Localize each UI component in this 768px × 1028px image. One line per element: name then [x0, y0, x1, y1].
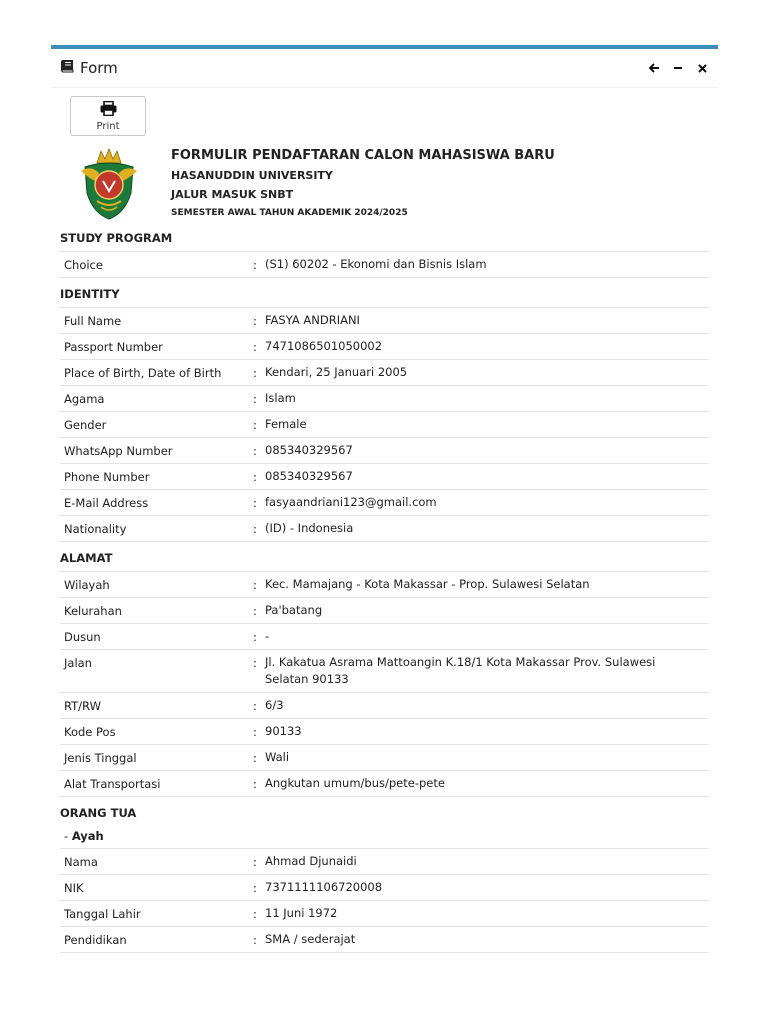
- minus-icon[interactable]: [672, 61, 684, 75]
- field-value: 7371111106720008: [265, 880, 383, 894]
- field-separator: :: [253, 604, 257, 618]
- field-separator: :: [253, 470, 257, 484]
- field-value: 085340329567: [265, 469, 353, 483]
- field-separator: :: [253, 751, 257, 765]
- field-separator: :: [253, 699, 257, 713]
- field-value: 90133: [265, 724, 302, 738]
- ayah-prefix: -: [64, 829, 72, 843]
- table-row: [60, 308, 709, 334]
- field-separator: :: [253, 725, 257, 739]
- table-row: [60, 438, 709, 464]
- form-heading: [60, 146, 709, 222]
- field-value: (ID) - Indonesia: [265, 521, 354, 535]
- field-label: Full Name: [64, 314, 122, 328]
- section-title-study-program: STUDY PROGRAM: [60, 222, 709, 252]
- table-row: [60, 849, 709, 875]
- field-value: fasyaandriani123@gmail.com: [265, 495, 437, 509]
- field-value: Islam: [265, 391, 296, 405]
- table-row: [60, 412, 709, 438]
- field-separator: :: [253, 630, 257, 644]
- field-separator: :: [253, 340, 257, 354]
- field-label: Jenis Tinggal: [64, 751, 137, 765]
- field-label: NIK: [64, 881, 84, 895]
- table-row: [60, 572, 709, 598]
- table-row: [60, 516, 709, 542]
- field-separator: :: [253, 392, 257, 406]
- field-separator: :: [253, 907, 257, 921]
- table-row: [60, 719, 709, 745]
- field-separator: :: [253, 314, 257, 328]
- subsection-ayah: [60, 826, 709, 849]
- field-separator: :: [253, 444, 257, 458]
- field-separator: :: [253, 656, 257, 670]
- field-label: Pendidikan: [64, 933, 127, 947]
- table-row: [60, 927, 709, 953]
- field-label: Tanggal Lahir: [64, 907, 141, 921]
- section-title-identity: IDENTITY: [60, 278, 709, 308]
- table-row: [60, 598, 709, 624]
- field-value: 6/3: [265, 698, 284, 712]
- field-label: Jalan: [64, 656, 92, 670]
- heading-line4: SEMESTER AWAL TAHUN AKADEMIK 2024/2025: [171, 208, 408, 218]
- field-label: Kode Pos: [64, 725, 116, 739]
- form-panel: [51, 45, 718, 1028]
- alamat-rows: [60, 572, 709, 797]
- section-title-alamat: ALAMAT: [60, 542, 709, 572]
- field-separator: :: [253, 578, 257, 592]
- field-value: Kec. Mamajang - Kota Makassar - Prop. Sulawesi Selatan: [265, 577, 590, 591]
- ayah-label: Ayah: [71, 829, 104, 843]
- field-separator: :: [253, 366, 257, 380]
- field-separator: :: [253, 522, 257, 536]
- field-label: Nationality: [64, 522, 127, 536]
- identity-rows: [60, 308, 709, 542]
- table-row: [60, 624, 709, 650]
- panel-header: [51, 49, 718, 88]
- close-icon[interactable]: [696, 61, 708, 75]
- panel-title: [60, 59, 118, 77]
- field-label: Choice: [64, 258, 103, 272]
- print-label: Print: [96, 120, 120, 132]
- field-value: Wali: [265, 750, 290, 764]
- section-title-orang-tua: ORANG TUA: [60, 806, 137, 820]
- heading-titles: [171, 146, 555, 222]
- table-row: [60, 490, 709, 516]
- table-row: [60, 693, 709, 719]
- table-row: [60, 745, 709, 771]
- field-value: 11 Juni 1972: [265, 906, 338, 920]
- panel-tools: [648, 61, 708, 75]
- field-value: SMA / sederajat: [265, 932, 356, 946]
- field-separator: :: [253, 777, 257, 791]
- heading-line3: JALUR MASUK SNBT: [171, 188, 294, 201]
- table-row: [60, 386, 709, 412]
- field-separator: :: [253, 855, 257, 869]
- field-label: Agama: [64, 392, 105, 406]
- field-value: Ahmad Djunaidi: [265, 854, 357, 868]
- field-label: Phone Number: [64, 470, 150, 484]
- panel-title-text: Form: [80, 59, 118, 77]
- university-logo: [77, 147, 141, 221]
- field-label: Dusun: [64, 630, 101, 644]
- field-value: Female: [265, 417, 307, 431]
- field-separator: :: [253, 933, 257, 947]
- heading-line2: HASANUDDIN UNIVERSITY: [171, 169, 333, 182]
- field-label: Place of Birth, Date of Birth: [64, 366, 222, 380]
- field-label: Passport Number: [64, 340, 163, 354]
- field-separator: :: [253, 496, 257, 510]
- arrow-left-icon[interactable]: [648, 61, 660, 75]
- table-row: [60, 771, 709, 797]
- study-program-rows: [60, 252, 709, 278]
- book-icon: [60, 59, 75, 77]
- field-value: FASYA ANDRIANI: [265, 313, 360, 327]
- field-separator: :: [253, 258, 257, 272]
- print-icon: [100, 101, 117, 119]
- table-row: [60, 464, 709, 490]
- print-button[interactable]: [70, 96, 146, 136]
- field-separator: :: [253, 418, 257, 432]
- field-value: Pa'batang: [265, 603, 323, 617]
- field-label: E-Mail Address: [64, 496, 149, 510]
- table-row: [60, 334, 709, 360]
- heading-line1: FORMULIR PENDAFTARAN CALON MAHASISWA BARU: [171, 148, 555, 163]
- field-value: -: [265, 629, 270, 643]
- field-separator: :: [253, 881, 257, 895]
- field-label: Nama: [64, 855, 98, 869]
- field-value: Jl. Kakatua Asrama Mattoangin K.18/1 Kota Makassar Prov. Sulawesi Selatan 90133: [265, 655, 656, 686]
- form-body: [51, 88, 718, 953]
- table-row: [60, 901, 709, 927]
- table-row: [60, 875, 709, 901]
- field-value: Angkutan umum/bus/pete-pete: [265, 776, 445, 790]
- table-row: [60, 252, 709, 278]
- field-label: Alat Transportasi: [64, 777, 161, 791]
- field-label: WhatsApp Number: [64, 444, 173, 458]
- field-label: Wilayah: [64, 578, 110, 592]
- table-row: [60, 650, 709, 693]
- field-label: RT/RW: [64, 699, 101, 713]
- table-row: [60, 360, 709, 386]
- field-label: Kelurahan: [64, 604, 122, 618]
- field-value: Kendari, 25 Januari 2005: [265, 365, 408, 379]
- field-value: 085340329567: [265, 443, 353, 457]
- orang-tua-rows: [60, 849, 709, 953]
- field-value: (S1) 60202 - Ekonomi dan Bisnis Islam: [265, 257, 487, 271]
- field-label: Gender: [64, 418, 107, 432]
- field-value: 7471086501050002: [265, 339, 383, 353]
